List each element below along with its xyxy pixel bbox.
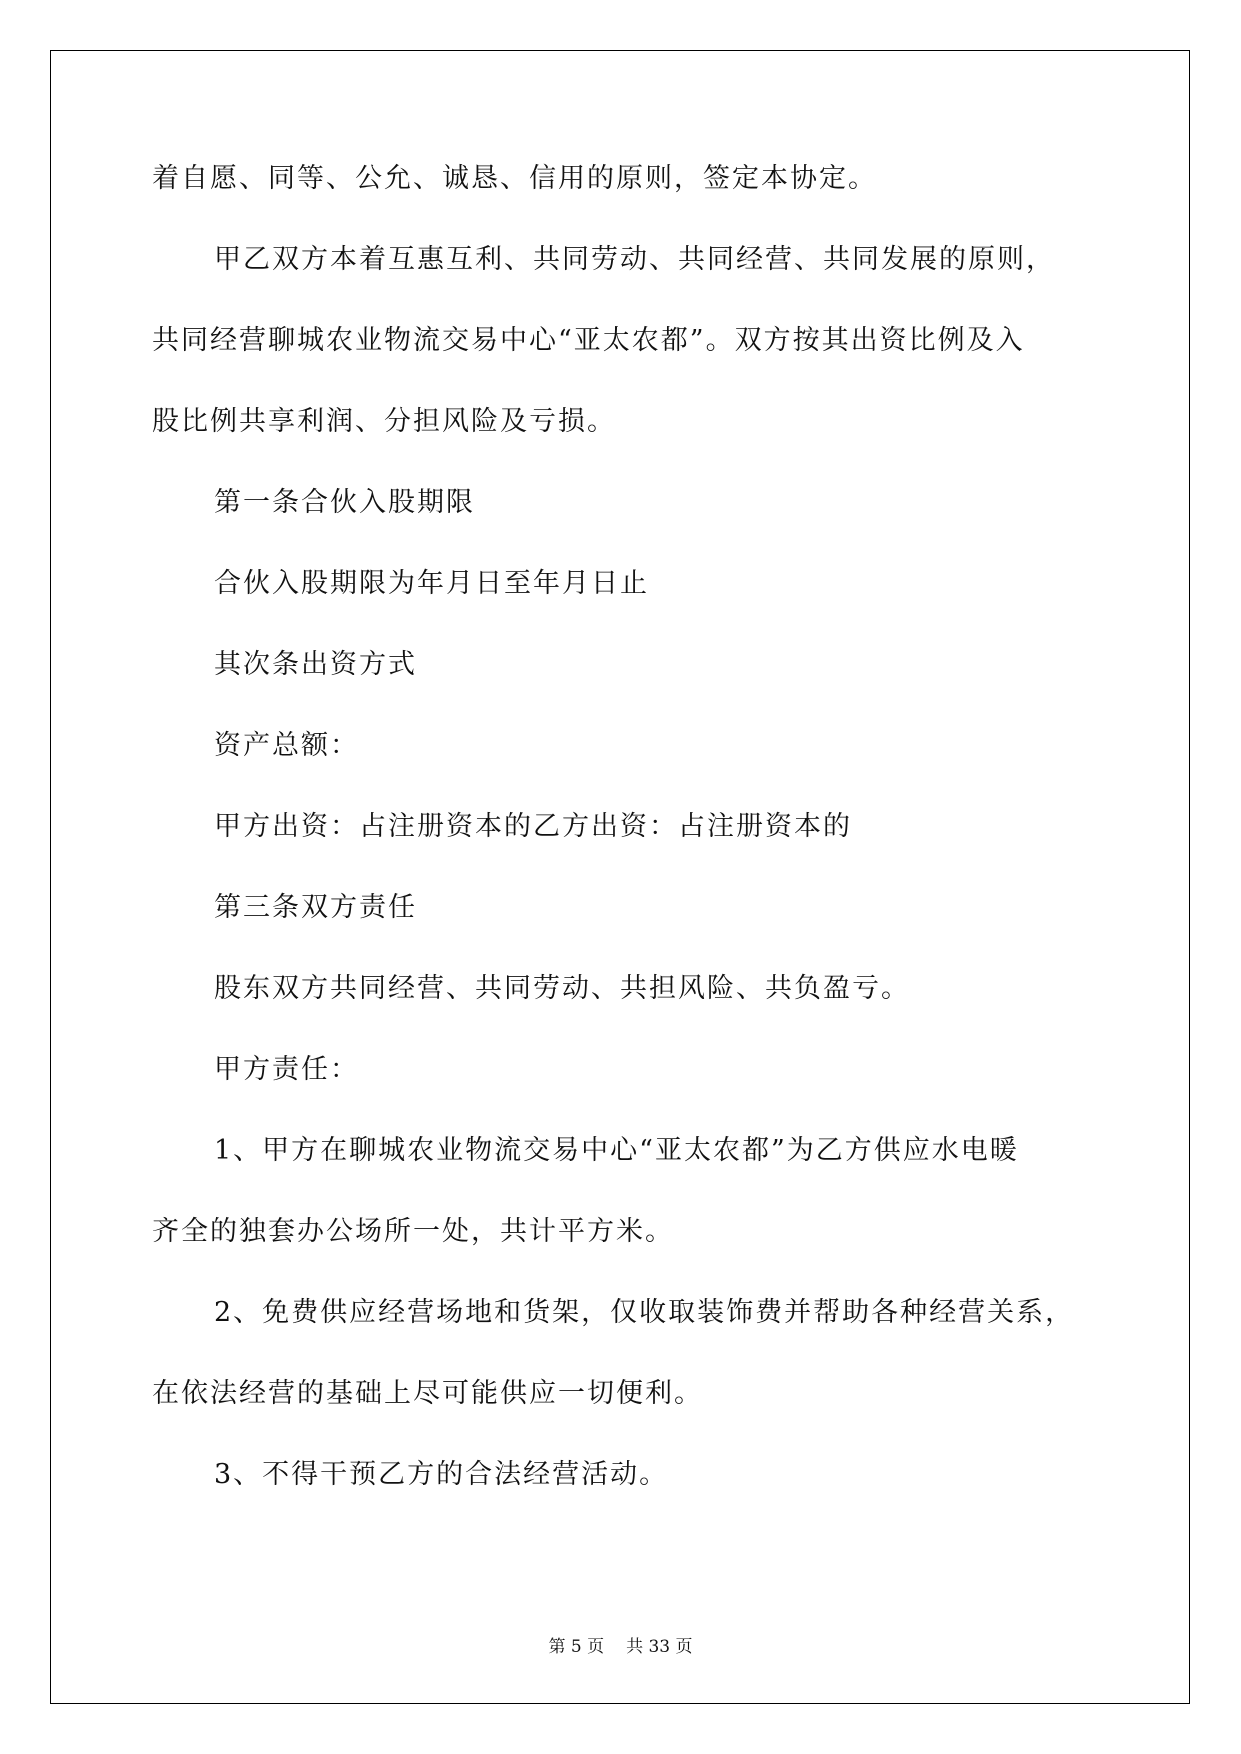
text-line: 资产总额：: [214, 730, 359, 761]
text-line: 2、免费供应经营场地和货架，仅收取装饰费并帮助各种经营关系，: [214, 1297, 1075, 1328]
document-body: [152, 163, 1092, 1540]
text-line: 甲方责任：: [214, 1054, 359, 1085]
text-line: 甲方出资：占注册资本的乙方出资：占注册资本的: [214, 811, 852, 842]
text-line: 共同经营聊城农业物流交易中心“亚太农都”。双方按其出资比例及入: [152, 325, 1025, 356]
page-footer: [0, 1632, 1241, 1657]
text-line: 在依法经营的基础上尽可能供应一切便利。: [152, 1378, 703, 1409]
text-line: 股比例共享利润、分担风险及亏损。: [152, 406, 616, 437]
text-line: 3、不得干预乙方的合法经营活动。: [214, 1459, 669, 1490]
text-line: 着自愿、同等、公允、诚恳、信用的原则，签定本协定。: [152, 163, 877, 194]
text-line: 甲乙双方本着互惠互利、共同劳动、共同经营、共同发展的原则，: [214, 244, 1055, 275]
text-line: 齐全的独套办公场所一处，共计平方米。: [152, 1216, 674, 1247]
text-line: 第三条双方责任: [214, 892, 417, 923]
text-line: 其次条出资方式: [214, 649, 417, 680]
text-line: 合伙入股期限为年月日至年月日止: [214, 568, 649, 599]
text-line: 第一条合伙入股期限: [214, 487, 475, 518]
page-number: 第 5 页: [548, 1637, 605, 1657]
text-line: 股东双方共同经营、共同劳动、共担风险、共负盈亏。: [214, 973, 910, 1004]
text-line: 1、甲方在聊城农业物流交易中心“亚太农都”为乙方供应水电暖: [214, 1135, 1019, 1166]
page-total: 共 33 页: [626, 1637, 693, 1657]
